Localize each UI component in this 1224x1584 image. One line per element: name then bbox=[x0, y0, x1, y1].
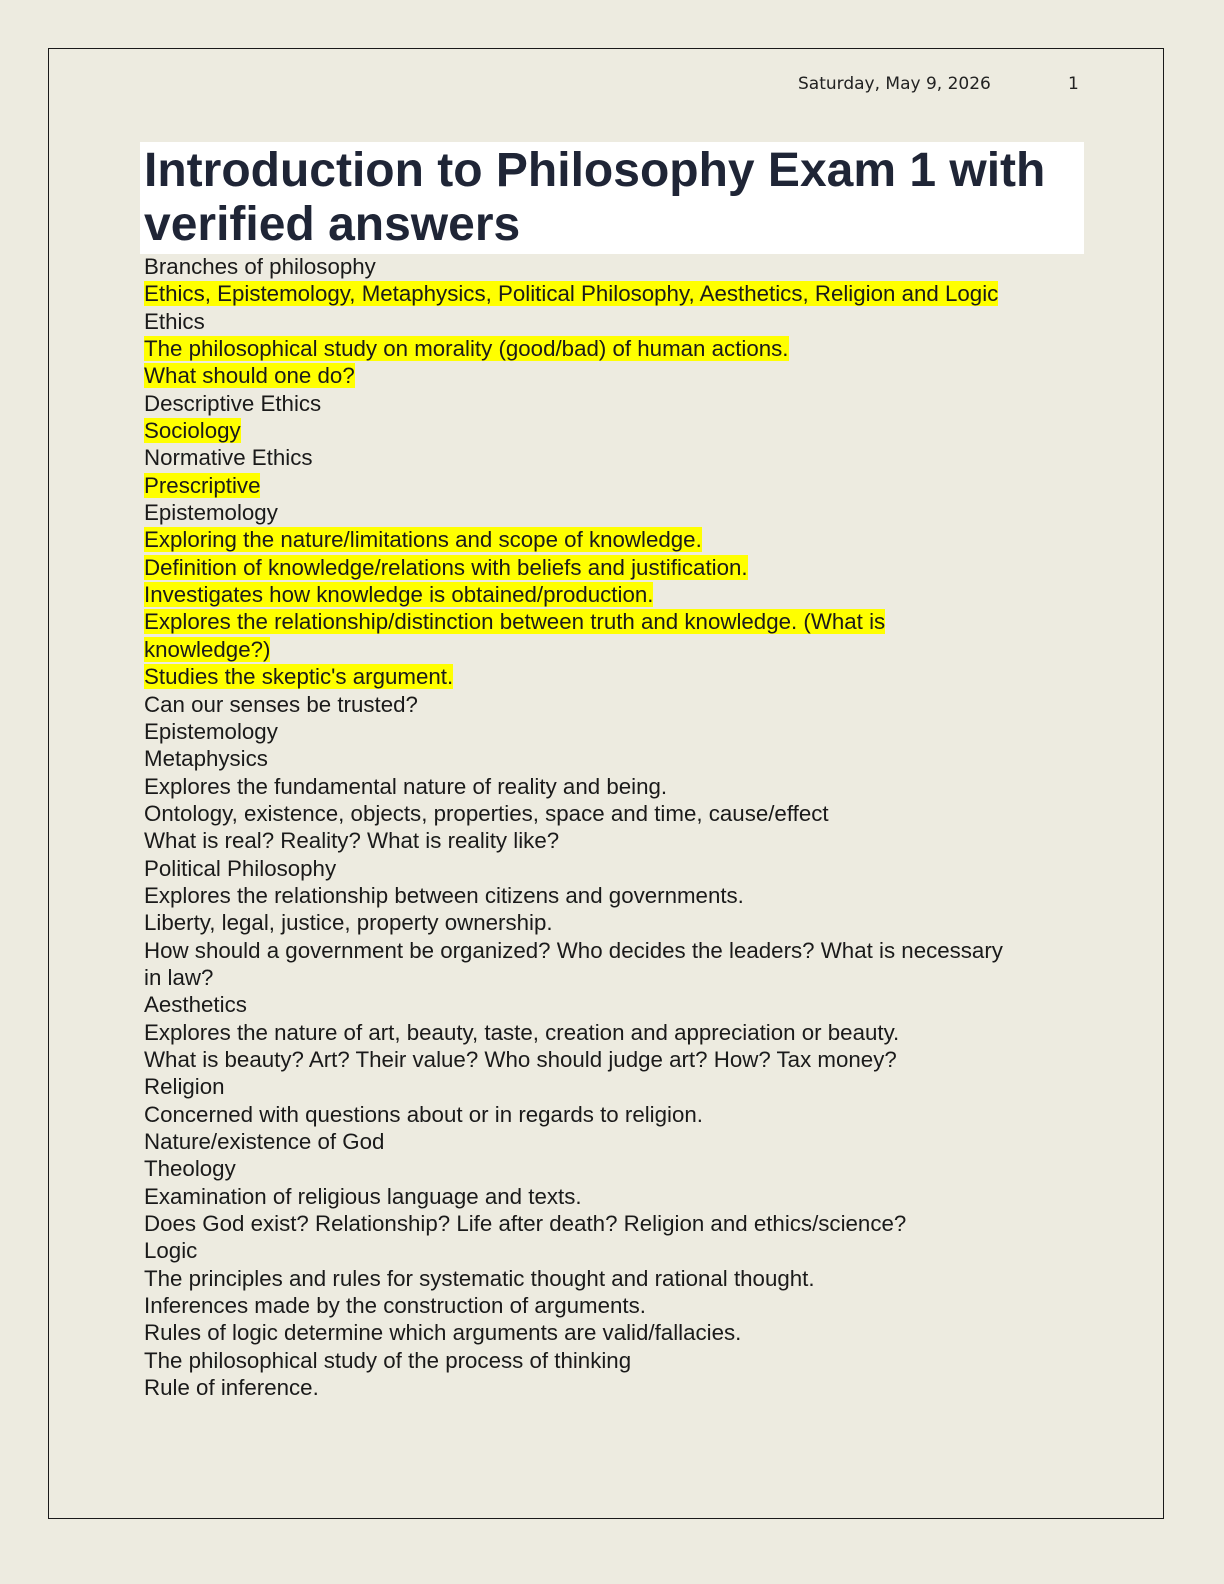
text-line bbox=[144, 581, 1084, 608]
highlighted-text: Definition of knowledge/relations with beliefs and justification. bbox=[144, 554, 748, 580]
highlighted-text: Ethics, Epistemology, Metaphysics, Political Philosophy, Aesthetics, Religion and Logic bbox=[144, 281, 999, 307]
text-line bbox=[144, 855, 1084, 882]
text-line bbox=[144, 280, 1084, 307]
text-line bbox=[144, 1292, 1084, 1319]
line-text: Ontology, existence, objects, properties, space and time, cause/effect bbox=[144, 800, 829, 826]
header-date: Saturday, May 9, 2026 bbox=[798, 74, 991, 94]
line-text: Explores the relationship between citizens and governments. bbox=[144, 882, 744, 908]
highlighted-text: Investigates how knowledge is obtained/production. bbox=[144, 582, 654, 608]
text-line bbox=[144, 1265, 1084, 1292]
text-line bbox=[144, 308, 1084, 335]
line-text: How should a government be organized? Who decides the leaders? What is necessary bbox=[144, 937, 1003, 963]
text-line bbox=[144, 718, 1084, 745]
line-text: Can our senses be trusted? bbox=[144, 691, 418, 717]
line-text: Logic bbox=[144, 1238, 198, 1264]
text-line bbox=[144, 390, 1084, 417]
highlighted-text: Sociology bbox=[144, 418, 241, 444]
page-number: 1 bbox=[1068, 74, 1079, 94]
line-text: What is beauty? Art? Their value? Who should judge art? How? Tax money? bbox=[144, 1046, 897, 1072]
document-body bbox=[144, 253, 1084, 1401]
text-line bbox=[144, 1347, 1084, 1374]
text-line bbox=[144, 937, 1084, 964]
highlighted-text: What should one do? bbox=[144, 363, 355, 389]
text-line bbox=[144, 444, 1084, 471]
line-text: Branches of philosophy bbox=[144, 254, 376, 279]
line-text: Inferences made by the construction of arguments. bbox=[144, 1293, 646, 1319]
line-text: Aesthetics bbox=[144, 992, 247, 1018]
text-line bbox=[144, 1210, 1084, 1237]
text-line bbox=[144, 1073, 1084, 1100]
line-text: Normative Ethics bbox=[144, 445, 313, 471]
line-text: Metaphysics bbox=[144, 746, 268, 772]
text-line bbox=[144, 608, 1084, 635]
line-text: Ethics bbox=[144, 308, 205, 334]
text-line bbox=[144, 1128, 1084, 1155]
text-line bbox=[144, 691, 1084, 718]
highlighted-text: Studies the skeptic's argument. bbox=[144, 664, 454, 690]
line-text: Nature/existence of God bbox=[144, 1129, 385, 1154]
text-line bbox=[144, 526, 1084, 553]
line-text: Rules of logic determine which arguments are valid/fallacies. bbox=[144, 1320, 742, 1346]
line-text: Epistemology bbox=[144, 500, 278, 526]
text-line bbox=[144, 1019, 1084, 1046]
line-text: What is real? Reality? What is reality like? bbox=[144, 828, 560, 854]
text-line bbox=[144, 991, 1084, 1018]
document-title: Introduction to Philosophy Exam 1 with verified answers bbox=[144, 144, 1046, 251]
text-line bbox=[144, 663, 1084, 690]
line-text: Liberty, legal, justice, property ownership. bbox=[144, 910, 553, 936]
line-text: in law? bbox=[144, 964, 214, 990]
line-text: Descriptive Ethics bbox=[144, 390, 322, 416]
highlighted-text: Explores the relationship/distinction between truth and knowledge. (What is bbox=[144, 609, 886, 635]
text-line bbox=[144, 362, 1084, 389]
text-line bbox=[144, 636, 1084, 663]
text-line bbox=[144, 417, 1084, 444]
line-text: Concerned with questions about or in regards to religion. bbox=[144, 1101, 703, 1127]
text-line bbox=[144, 554, 1084, 581]
text-line bbox=[144, 472, 1084, 499]
highlighted-text: The philosophical study on morality (good/bad) of human actions. bbox=[144, 336, 789, 362]
line-text: The philosophical study of the process of thinking bbox=[144, 1347, 632, 1373]
text-line bbox=[144, 964, 1084, 991]
line-text: Examination of religious language and texts. bbox=[144, 1183, 582, 1209]
line-text: Religion bbox=[144, 1074, 225, 1100]
line-text: Explores the fundamental nature of reality and being. bbox=[144, 773, 668, 799]
highlighted-text: knowledge?) bbox=[144, 636, 271, 662]
text-line bbox=[144, 1374, 1084, 1401]
text-line bbox=[144, 335, 1084, 362]
highlighted-text: Exploring the nature/limitations and scope of knowledge. bbox=[144, 527, 702, 553]
line-text: Explores the nature of art, beauty, taste, creation and appreciation or beauty. bbox=[144, 1019, 900, 1045]
line-text: The principles and rules for systematic thought and rational thought. bbox=[144, 1265, 815, 1291]
text-line bbox=[144, 909, 1084, 936]
text-line bbox=[144, 773, 1084, 800]
text-line bbox=[144, 1155, 1084, 1182]
line-text: Rule of inference. bbox=[144, 1375, 319, 1401]
text-line bbox=[144, 1046, 1084, 1073]
line-text: Epistemology bbox=[144, 718, 278, 744]
text-line bbox=[144, 882, 1084, 909]
line-text: Political Philosophy bbox=[144, 855, 337, 881]
highlighted-text: Prescriptive bbox=[144, 472, 261, 498]
text-line bbox=[144, 1319, 1084, 1346]
text-line bbox=[144, 745, 1084, 772]
text-line bbox=[144, 1183, 1084, 1210]
text-line bbox=[144, 827, 1084, 854]
text-line bbox=[144, 253, 1084, 280]
text-line bbox=[144, 1101, 1084, 1128]
text-line bbox=[144, 1237, 1084, 1264]
text-line bbox=[144, 800, 1084, 827]
line-text: Theology bbox=[144, 1156, 236, 1182]
text-line bbox=[144, 499, 1084, 526]
line-text: Does God exist? Relationship? Life after death? Religion and ethics/science? bbox=[144, 1211, 907, 1237]
